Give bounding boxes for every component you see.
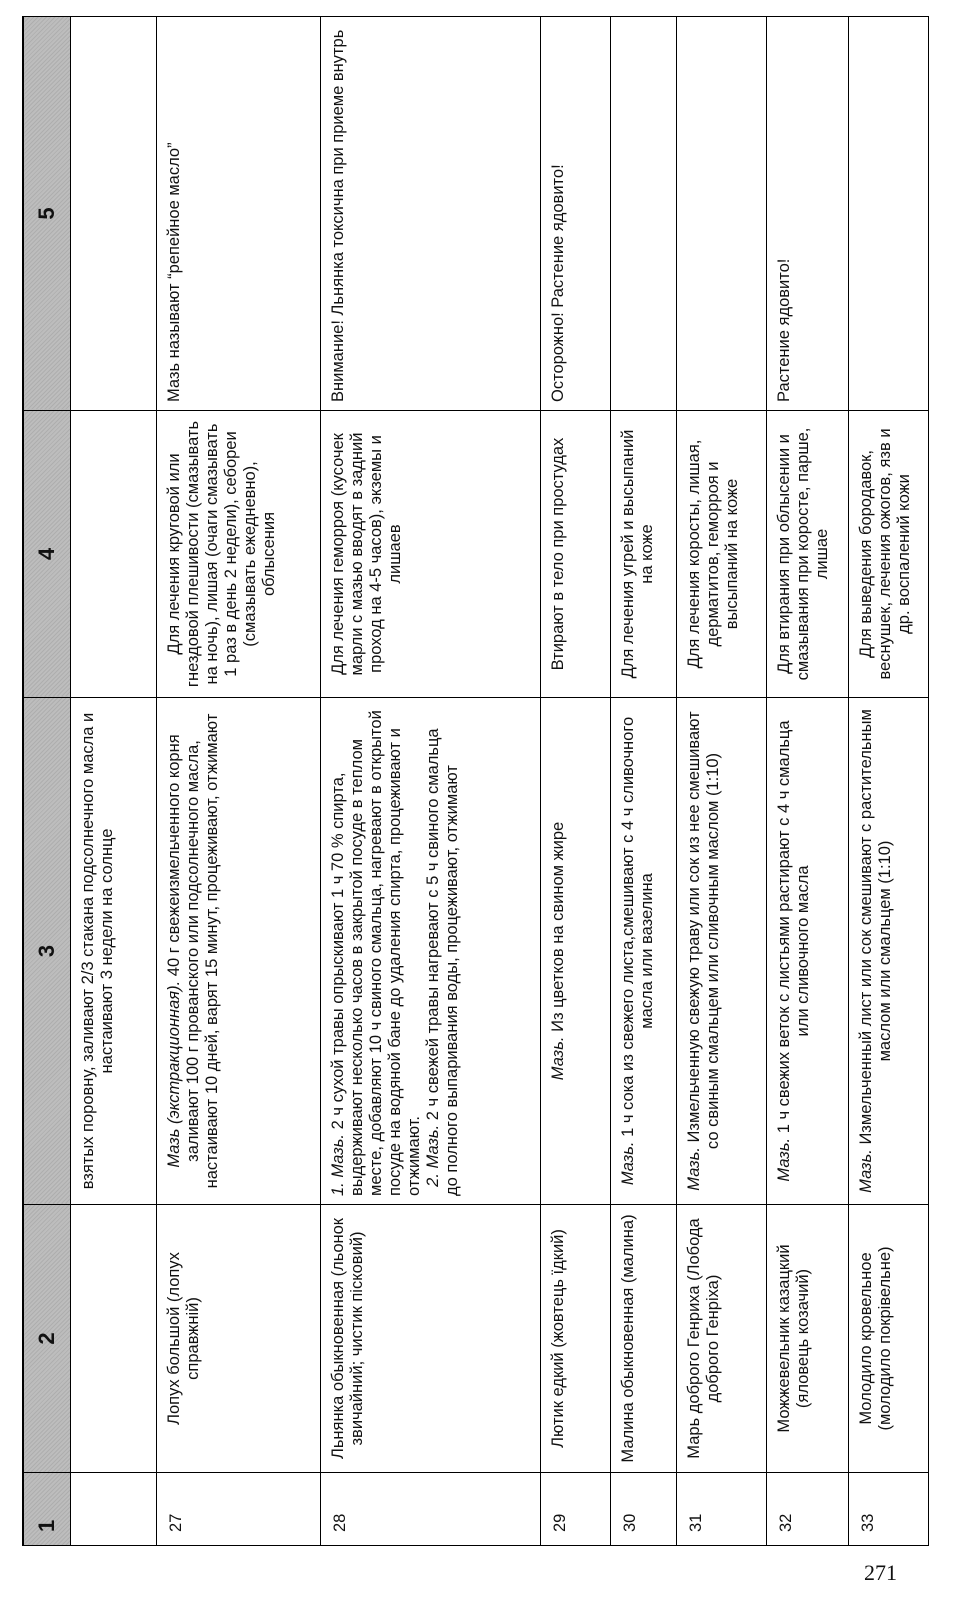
plant-name: Лопух большой (лопух справжній) bbox=[156, 1205, 321, 1473]
prep-text: Измельченную свежую траву или сок из нее смешивают со свиным смальцем или сливочным маслом (1:10) bbox=[685, 711, 723, 1150]
preparation bbox=[677, 698, 767, 1205]
preparation bbox=[767, 698, 848, 1205]
note: Растение ядовито! bbox=[767, 17, 848, 411]
header-col-4: 4 bbox=[24, 411, 71, 698]
prep-type-2: 2. Мазь. bbox=[424, 1124, 443, 1187]
header-col-3: 3 bbox=[24, 698, 71, 1205]
prep-text: 40 г свежеизмельченного корня заливают 100 г прованского или подсолнечного масла, настаивают 10 дней, варят 15 минут, процеживают, отжимают bbox=[164, 713, 221, 1189]
plant-name: Молодило кровельное (молодило покрівельне) bbox=[848, 1205, 929, 1473]
plant-name: Лютик едкий (жовтець їдкий) bbox=[541, 1205, 611, 1473]
row-number: 29 bbox=[541, 1473, 611, 1547]
note bbox=[677, 17, 767, 411]
note: Внимание! Льнянка токсична при приеме внутрь bbox=[321, 17, 541, 411]
row-number: 30 bbox=[611, 1473, 677, 1547]
prep-type: Мазь. bbox=[775, 1137, 794, 1182]
rotated-table-frame bbox=[22, 16, 929, 1546]
plant-name: Марь доброго Генриха (Лобода доброго Генріха) bbox=[677, 1205, 767, 1473]
header-col-5: 5 bbox=[24, 17, 71, 411]
note bbox=[848, 17, 929, 411]
application: Для лечения угрей и высыпаний на коже bbox=[611, 411, 677, 698]
preparation bbox=[611, 698, 677, 1205]
header-row bbox=[24, 17, 71, 1547]
header-col-1: 1 bbox=[24, 1473, 71, 1547]
row-number: 28 bbox=[321, 1473, 541, 1547]
header-col-2: 2 bbox=[24, 1205, 71, 1473]
prep-text: Из цветков на свином жире bbox=[549, 821, 568, 1032]
prep-type: Мазь. bbox=[619, 1141, 638, 1186]
table-row bbox=[677, 17, 767, 1547]
application: Для лечения геморроя (кусочек марли с мазью вводят в задний проход на 4-5 часов), экземы и лишаев bbox=[321, 411, 541, 698]
table-row bbox=[611, 17, 677, 1547]
plant-name: Можжевельник казацкий (яловець козачий) bbox=[767, 1205, 848, 1473]
application: Для выведения бородавок, веснушек, лечения ожогов, язв и др. воспалений кожи bbox=[848, 411, 929, 698]
prep-text: Измельченный лист или сок смешивают с растительным маслом или смальцем (1:10) bbox=[856, 709, 894, 1145]
note: Мазь называют “репейное масло” bbox=[156, 17, 321, 411]
prep-text: 2 ч сухой травы опрыскивают 1 ч 70 % спирта, выдерживают несколько часов в закрытой посуде в теплом месте, добавляют 10 ч свиного смальца, нагревают в открытой посуде на водяной бане до удаления спирта, процеживают и отжимают. bbox=[329, 710, 424, 1196]
preparation bbox=[156, 698, 321, 1205]
table-row bbox=[71, 17, 157, 1547]
page-number: 271 bbox=[864, 1560, 897, 1585]
table-rotated-container bbox=[23, 17, 929, 1546]
application: Для втирания при облысении и смазывания при коросте, парше, лишае bbox=[767, 411, 848, 698]
prep-text: 1 ч свежих веток с листьями растирают с 4 ч смальца или сливочного масла bbox=[775, 720, 813, 1134]
prep-type: Мазь. bbox=[856, 1149, 875, 1193]
preparation bbox=[71, 698, 157, 1205]
remedies-table bbox=[23, 16, 929, 1546]
preparation bbox=[541, 698, 611, 1205]
preparation bbox=[321, 698, 541, 1205]
row-number: 32 bbox=[767, 1473, 848, 1547]
row-number bbox=[71, 1473, 157, 1547]
row-number: 27 bbox=[156, 1473, 321, 1547]
prep-type: 1. Мазь. bbox=[329, 1133, 348, 1196]
preparation bbox=[848, 698, 929, 1205]
plant-name: Малина обыкновенная (малина) bbox=[611, 1205, 677, 1473]
table-row bbox=[848, 17, 929, 1547]
application bbox=[71, 411, 157, 698]
prep-type: Мазь. bbox=[549, 1036, 568, 1081]
prep-type: Мазь (экстракционная). bbox=[164, 980, 183, 1168]
application: Для лечения круговой или гнездовой плешивости (смазывать на ночь), лишая (очаги смазывать 1 раз в день 2 недели), себореи (смазывать ежедневно), облысения bbox=[156, 411, 321, 698]
application: Втирают в тело при простудах bbox=[541, 411, 611, 698]
row-number: 33 bbox=[848, 1473, 929, 1547]
note bbox=[611, 17, 677, 411]
prep-text: 1 ч сока из свежего листа,смешивают с 4 ч сливочного масла или вазелина bbox=[619, 716, 657, 1137]
prep-type: Мазь. bbox=[685, 1147, 704, 1191]
table-row bbox=[321, 17, 541, 1547]
note bbox=[71, 17, 157, 411]
plant-name: Льнянка обыкновенная (льонок звичайний; чистик пісковий) bbox=[321, 1205, 541, 1473]
row-number: 31 bbox=[677, 1473, 767, 1547]
table-row bbox=[156, 17, 321, 1547]
application: Для лечения коросты, лишая, дерматитов, геморроя и высыпаний на коже bbox=[677, 411, 767, 698]
table-row bbox=[767, 17, 848, 1547]
prep-text-2: 2 ч свежей травы нагревают с 5 ч свиного смальца до полного выпаривания воды, процеживают, отжимают bbox=[424, 728, 462, 1196]
table-row bbox=[541, 17, 611, 1547]
plant-name bbox=[71, 1205, 157, 1473]
note: Осторожно! Растение ядовито! bbox=[541, 17, 611, 411]
prep-text: взятых поровну, заливают 2/3 стакана подсолнечного масла и настаивают 3 недели на солнце bbox=[79, 712, 116, 1190]
